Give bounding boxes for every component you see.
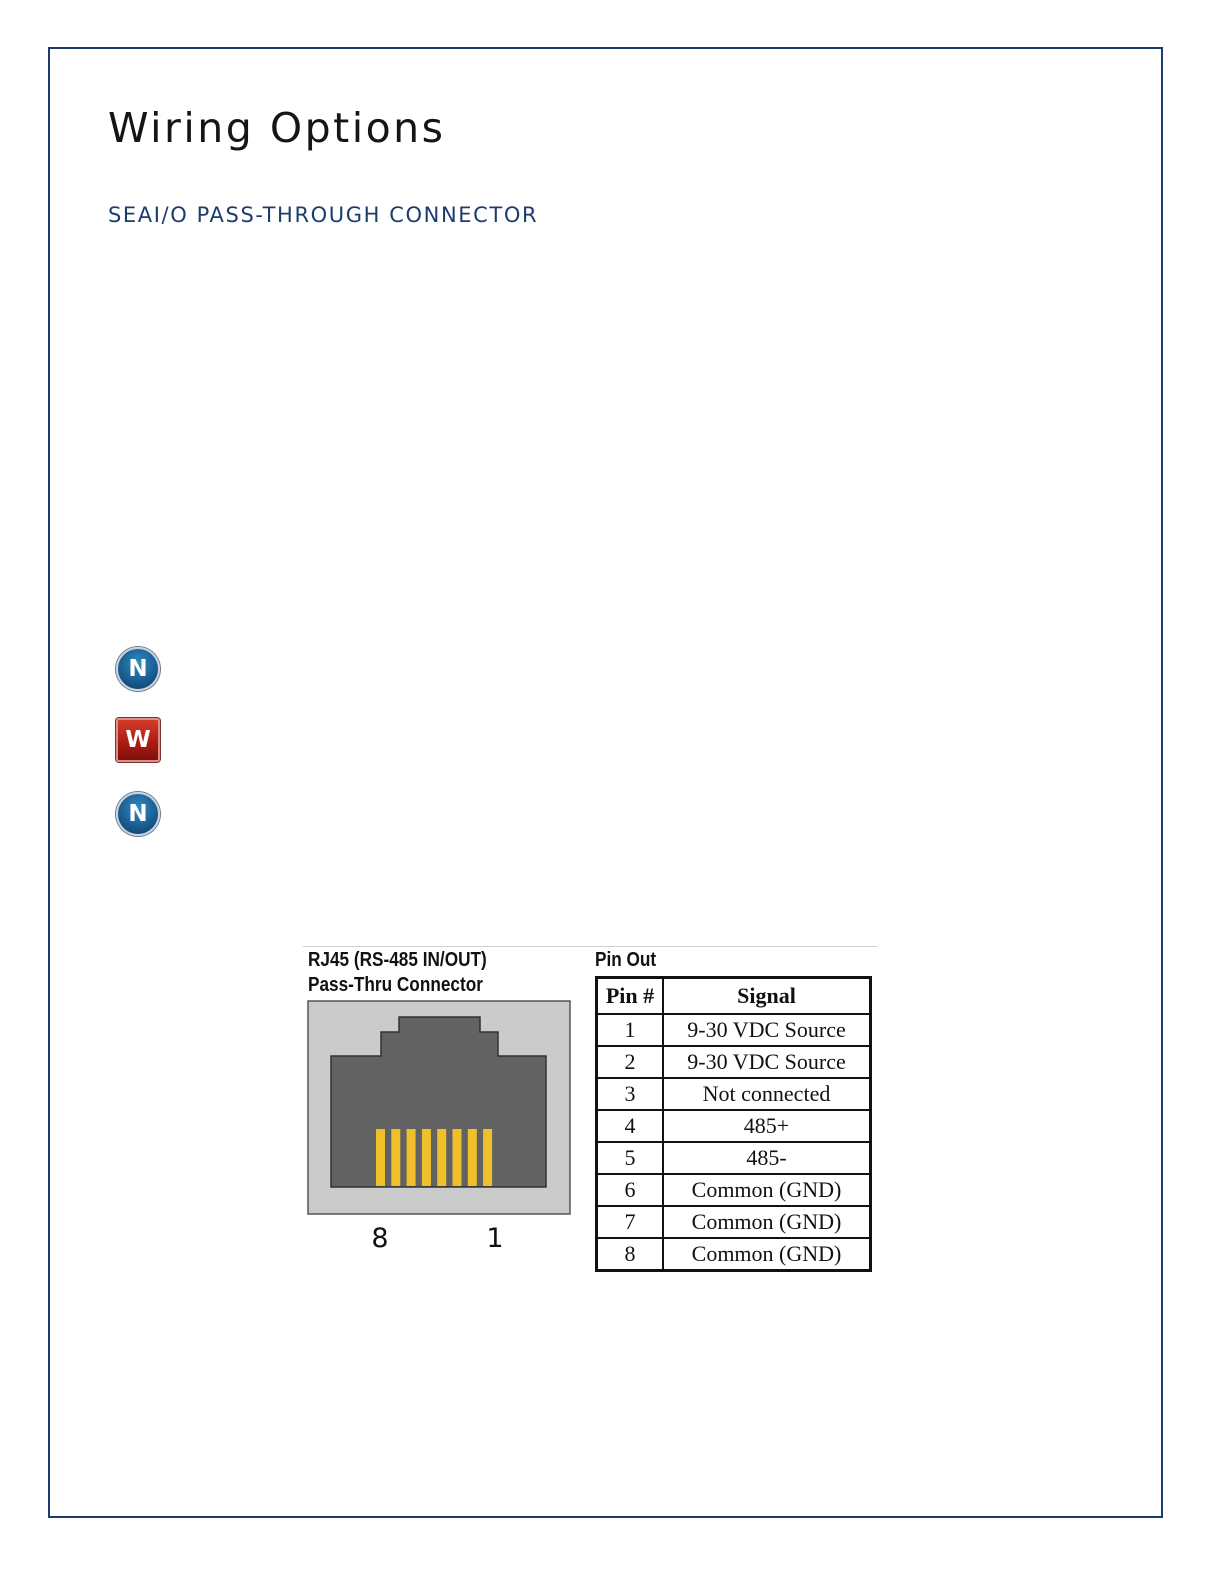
table-row	[597, 1014, 871, 1046]
pin-number-cell: 8	[597, 1238, 664, 1271]
pinout-caption: Pin Out	[595, 949, 657, 971]
signal-cell: Common (GND)	[663, 1206, 871, 1238]
note-icon: N	[116, 647, 160, 691]
warning-icon: W	[116, 718, 160, 762]
jack-contact	[468, 1129, 477, 1186]
pinout-table	[595, 976, 872, 1272]
section-heading: SEAI/O PASS-THROUGH CONNECTOR	[108, 203, 539, 227]
connector-caption-line2: Pass-Thru Connector	[308, 974, 483, 996]
note-icon: N	[116, 792, 160, 836]
pinout-table-body	[597, 1014, 871, 1271]
pin-column-header: Pin #	[597, 978, 664, 1015]
jack-contact	[453, 1129, 462, 1186]
jack-contact	[437, 1129, 446, 1186]
connector-caption-line1: RJ45 (RS-485 IN/OUT)	[308, 949, 487, 971]
rj45-jack-diagram	[303, 946, 593, 1280]
table-row	[597, 1142, 871, 1174]
pin-8-label: 8	[371, 1223, 389, 1254]
pin-number-cell: 1	[597, 1014, 664, 1046]
signal-column-header: Signal	[663, 978, 871, 1015]
signal-cell: 9-30 VDC Source	[663, 1046, 871, 1078]
rj45-connector-figure	[303, 946, 877, 1280]
signal-cell: 485+	[663, 1110, 871, 1142]
jack-contact	[376, 1129, 385, 1186]
table-row	[597, 1046, 871, 1078]
pin-number-cell: 2	[597, 1046, 664, 1078]
page-border	[48, 47, 1163, 1518]
signal-cell: Common (GND)	[663, 1174, 871, 1206]
signal-cell: 485-	[663, 1142, 871, 1174]
table-row	[597, 1078, 871, 1110]
table-row	[597, 1110, 871, 1142]
jack-contact	[483, 1129, 492, 1186]
signal-cell: Not connected	[663, 1078, 871, 1110]
pin-number-cell: 4	[597, 1110, 664, 1142]
jack-contact	[391, 1129, 400, 1186]
page-title: Wiring Options	[108, 104, 446, 152]
pin-number-cell: 6	[597, 1174, 664, 1206]
table-row	[597, 1238, 871, 1271]
table-row	[597, 1206, 871, 1238]
table-row	[597, 1174, 871, 1206]
pin-number-cell: 3	[597, 1078, 664, 1110]
pin-number-cell: 7	[597, 1206, 664, 1238]
jack-contact	[407, 1129, 416, 1186]
pin-1-label: 1	[486, 1223, 504, 1254]
signal-cell: Common (GND)	[663, 1238, 871, 1271]
table-header-row	[597, 978, 871, 1015]
signal-cell: 9-30 VDC Source	[663, 1014, 871, 1046]
jack-contact	[422, 1129, 431, 1186]
pin-number-cell: 5	[597, 1142, 664, 1174]
